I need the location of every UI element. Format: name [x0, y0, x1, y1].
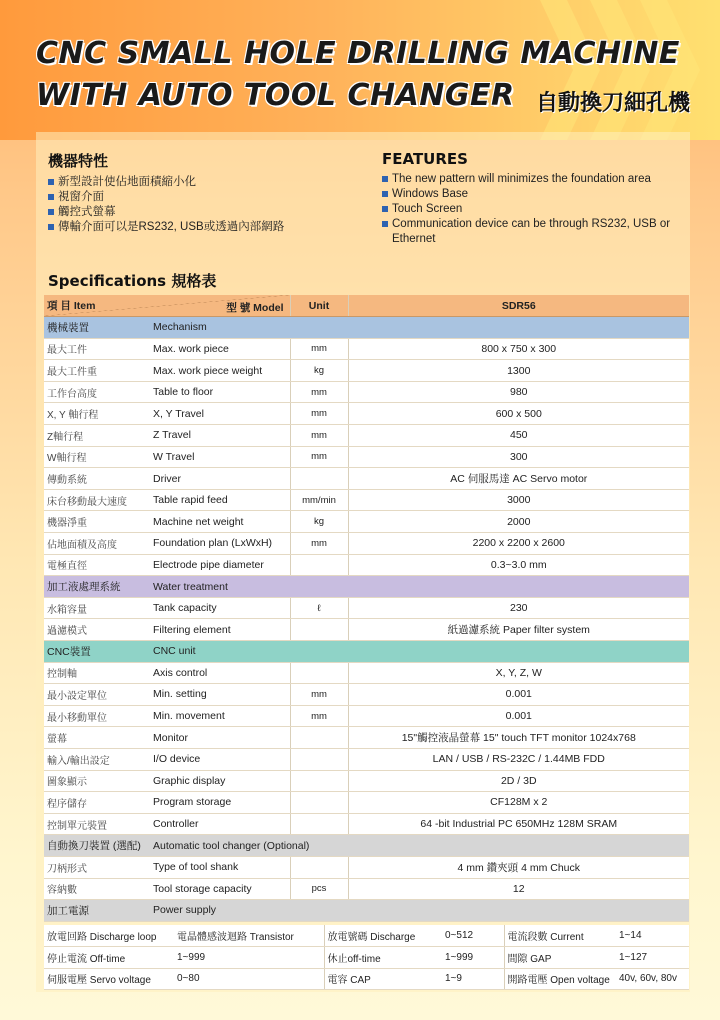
spec-label-cn: W軸行程 [44, 446, 150, 468]
power-value: 1~127 [616, 947, 689, 969]
spec-value: 15"觸控液晶螢幕 15" touch TFT monitor 1024x768 [348, 727, 689, 749]
spec-value: 0.3~3.0 mm [348, 554, 689, 576]
spec-unit: mm [290, 338, 348, 360]
spec-row [44, 792, 689, 814]
spec-value: 300 [348, 446, 689, 468]
spec-label-cn: 工作台高度 [44, 381, 150, 403]
spec-label-cn: 機器淨重 [44, 511, 150, 533]
features-chinese [48, 150, 348, 235]
spec-table [44, 295, 689, 922]
spec-row [44, 554, 689, 576]
spec-label-cn: 最小移動單位 [44, 705, 150, 727]
spec-label-en: Type of tool shank [150, 856, 290, 878]
spec-unit [290, 813, 348, 835]
power-supply-grid [44, 925, 689, 990]
spec-row [44, 338, 689, 360]
feature-item: 觸控式螢幕 [48, 205, 348, 220]
spec-unit [290, 619, 348, 641]
spec-value: 230 [348, 597, 689, 619]
features-chinese-title: 機器特性 [48, 152, 109, 170]
spec-label-en: I/O device [150, 748, 290, 770]
spec-unit: mm/min [290, 489, 348, 511]
spec-label-en: Monitor [150, 727, 290, 749]
spec-label-cn: 電極直徑 [44, 554, 150, 576]
spec-unit: mm [290, 381, 348, 403]
spec-label-cn: 最小設定單位 [44, 684, 150, 706]
spec-label-cn: Z軸行程 [44, 425, 150, 447]
spec-label-cn: 輸入/輸出設定 [44, 748, 150, 770]
spec-row [44, 360, 689, 382]
spec-label-cn: 螢幕 [44, 727, 150, 749]
spec-label-en: Machine net weight [150, 511, 290, 533]
spec-row [44, 403, 689, 425]
spec-row [44, 425, 689, 447]
power-value: 1~9 [442, 968, 504, 990]
spec-label-cn: 程序儲存 [44, 792, 150, 814]
spec-label-en: Filtering element [150, 619, 290, 641]
spec-row [44, 662, 689, 684]
spec-value: LAN / USB / RS-232C / 1.44MB FDD [348, 748, 689, 770]
spec-unit: kg [290, 360, 348, 382]
spec-label-en: W Travel [150, 446, 290, 468]
power-label: 放電回路 Discharge loop [44, 925, 174, 947]
spec-label-en: X, Y Travel [150, 403, 290, 425]
spec-value: 980 [348, 381, 689, 403]
spec-unit: mm [290, 684, 348, 706]
spec-value: CF128M x 2 [348, 792, 689, 814]
title-chinese: 自動換刀細孔機 [535, 91, 690, 116]
power-value: 1~14 [616, 925, 689, 947]
power-row [44, 968, 689, 990]
power-row [44, 925, 689, 947]
spec-label-cn: X, Y 軸行程 [44, 403, 150, 425]
spec-label-cn: 刀柄形式 [44, 856, 150, 878]
spec-row [44, 619, 689, 641]
spec-label-en: Electrode pipe diameter [150, 554, 290, 576]
spec-label-cn: 最大工件重 [44, 360, 150, 382]
spec-value: 800 x 750 x 300 [348, 338, 689, 360]
power-value: 0~80 [174, 968, 324, 990]
spec-row [44, 533, 689, 555]
section-label-cn: 機械裝置 [44, 317, 150, 339]
power-value: 1~999 [442, 947, 504, 969]
spec-section-row [44, 317, 689, 339]
spec-row [44, 511, 689, 533]
section-label-cn: 加工液處理系統 [44, 576, 150, 598]
spec-title: Specifications 規格表 [48, 272, 217, 290]
feature-item: Touch Screen [382, 202, 672, 217]
header-model-value: SDR56 [348, 295, 689, 317]
spec-section-row [44, 835, 689, 857]
power-label: 電容 CAP [324, 968, 442, 990]
spec-row [44, 727, 689, 749]
header-item-label: 項 目 Item [47, 300, 96, 313]
spec-label-en: Max. work piece [150, 338, 290, 360]
spec-unit: mm [290, 425, 348, 447]
power-row [44, 947, 689, 969]
spec-label-en: Foundation plan (LxWxH) [150, 533, 290, 555]
spec-row [44, 770, 689, 792]
spec-value: 64 -bit Industrial PC 650MHz 128M SRAM [348, 813, 689, 835]
title-line-1: CNC SMALL HOLE DRILLING MACHINE [36, 36, 680, 71]
spec-row [44, 597, 689, 619]
spec-section-row [44, 900, 689, 922]
feature-item: 傳輸介面可以是RS232, USB或透過內部網路 [48, 220, 348, 235]
section-label-en: Automatic tool changer (Optional) [150, 835, 689, 857]
spec-label-en: Table rapid feed [150, 489, 290, 511]
spec-row [44, 748, 689, 770]
power-label: 間隙 GAP [504, 947, 616, 969]
spec-label-en: Min. movement [150, 705, 290, 727]
header-unit-label: Unit [290, 295, 348, 317]
section-label-cn: 自動換刀裝置 (選配) [44, 835, 150, 857]
spec-value: 2D / 3D [348, 770, 689, 792]
spec-value: 3000 [348, 489, 689, 511]
feature-item: 新型設計使佔地面積縮小化 [48, 175, 348, 190]
spec-unit [290, 727, 348, 749]
spec-unit: mm [290, 403, 348, 425]
spec-value: 1300 [348, 360, 689, 382]
spec-unit [290, 856, 348, 878]
spec-label-en: Max. work piece weight [150, 360, 290, 382]
power-label: 休止off-time [324, 947, 442, 969]
spec-unit: pcs [290, 878, 348, 900]
power-label: 放電號碼 Discharge [324, 925, 442, 947]
spec-label-en: Program storage [150, 792, 290, 814]
spec-label-cn: 容納數 [44, 878, 150, 900]
section-label-en: Power supply [150, 900, 689, 922]
power-label: 開路電壓 Open voltage [504, 968, 616, 990]
spec-row [44, 684, 689, 706]
spec-value: X, Y, Z, W [348, 662, 689, 684]
spec-row [44, 446, 689, 468]
spec-unit [290, 770, 348, 792]
section-label-en: CNC unit [150, 641, 689, 663]
spec-value: 0.001 [348, 684, 689, 706]
spec-unit: mm [290, 533, 348, 555]
spec-label-en: Tank capacity [150, 597, 290, 619]
spec-value: 4 mm 鑽夾頭 4 mm Chuck [348, 856, 689, 878]
spec-section-row [44, 576, 689, 598]
features-english-title: FEATURES [382, 150, 468, 168]
section-label-en: Water treatment [150, 576, 689, 598]
spec-label-en: Axis control [150, 662, 290, 684]
spec-value: 12 [348, 878, 689, 900]
spec-unit: mm [290, 446, 348, 468]
spec-unit: kg [290, 511, 348, 533]
spec-unit [290, 792, 348, 814]
spec-label-cn: 控制單元裝置 [44, 813, 150, 835]
spec-value: 450 [348, 425, 689, 447]
spec-label-en: Driver [150, 468, 290, 490]
spec-label-cn: 最大工件 [44, 338, 150, 360]
power-label: 伺服電壓 Servo voltage [44, 968, 174, 990]
spec-label-cn: 傳動系統 [44, 468, 150, 490]
spec-row [44, 856, 689, 878]
spec-label-cn: 床台移動最大速度 [44, 489, 150, 511]
spec-unit [290, 468, 348, 490]
spec-value: AC 伺服馬達 AC Servo motor [348, 468, 689, 490]
spec-value: 2000 [348, 511, 689, 533]
spec-row [44, 813, 689, 835]
spec-label-cn: 控制軸 [44, 662, 150, 684]
spec-label-cn: 圖象顯示 [44, 770, 150, 792]
power-value: 40v, 60v, 80v [616, 968, 689, 990]
spec-value: 紙過濾系統 Paper filter system [348, 619, 689, 641]
feature-item: Windows Base [382, 187, 672, 202]
section-label-cn: 加工電源 [44, 900, 150, 922]
spec-label-cn: 佔地面積及高度 [44, 533, 150, 555]
spec-unit [290, 662, 348, 684]
spec-label-en: Graphic display [150, 770, 290, 792]
spec-value: 0.001 [348, 705, 689, 727]
spec-row [44, 878, 689, 900]
spec-row [44, 705, 689, 727]
power-label: 停止電流 Off-time [44, 947, 174, 969]
feature-item: Communication device can be through RS232, USB or Ethernet [382, 217, 672, 247]
spec-label-en: Controller [150, 813, 290, 835]
section-label-cn: CNC裝置 [44, 641, 150, 663]
spec-section-row [44, 641, 689, 663]
spec-label-en: Tool storage capacity [150, 878, 290, 900]
spec-unit: ℓ [290, 597, 348, 619]
power-value: 0~512 [442, 925, 504, 947]
section-label-en: Mechanism [150, 317, 689, 339]
spec-row [44, 489, 689, 511]
spec-row [44, 468, 689, 490]
spec-label-cn: 過濾模式 [44, 619, 150, 641]
spec-label-en: Min. setting [150, 684, 290, 706]
spec-row [44, 381, 689, 403]
features-english [382, 150, 672, 247]
feature-item: 視窗介面 [48, 190, 348, 205]
spec-value: 2200 x 2200 x 2600 [348, 533, 689, 555]
spec-unit: mm [290, 705, 348, 727]
spec-value: 600 x 500 [348, 403, 689, 425]
spec-unit [290, 748, 348, 770]
spec-unit [290, 554, 348, 576]
spec-header-row [44, 295, 689, 317]
feature-item: The new pattern will minimizes the foundation area [382, 172, 672, 187]
title-line-2: WITH AUTO TOOL CHANGER [36, 78, 515, 113]
power-value: 1~999 [174, 947, 324, 969]
power-value: 電晶體感波迴路 Transistor [174, 925, 324, 947]
spec-label-en: Table to floor [150, 381, 290, 403]
spec-label-cn: 水箱容量 [44, 597, 150, 619]
power-label: 電流段數 Current [504, 925, 616, 947]
spec-label-en: Z Travel [150, 425, 290, 447]
header-model-label: 型 號 Model [226, 302, 284, 314]
